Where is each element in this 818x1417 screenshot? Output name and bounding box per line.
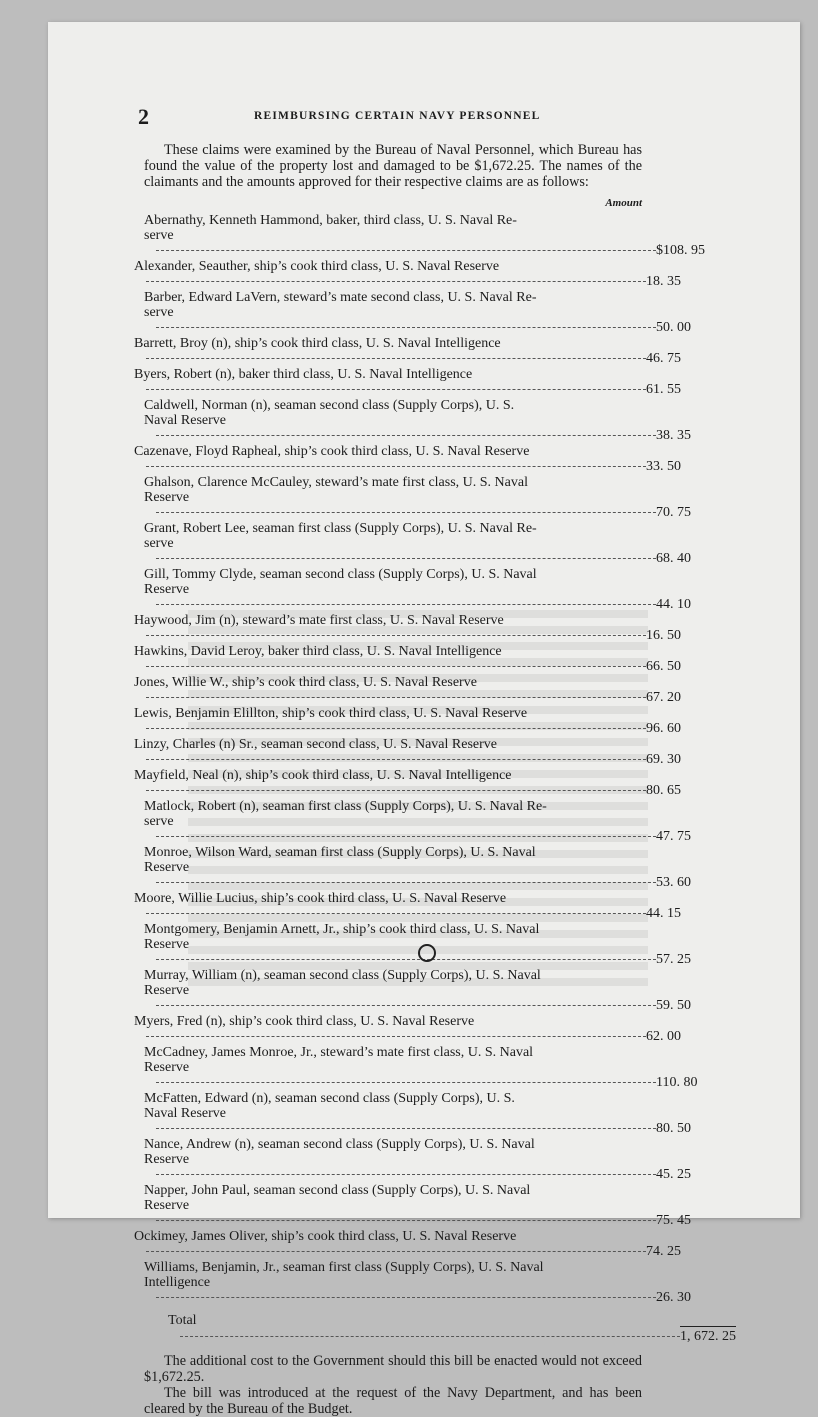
claim-entry <box>144 1182 691 1228</box>
claim-entry <box>134 366 681 397</box>
claimant-description: Haywood, Jim (n), steward’s mate first class, U. S. Naval Reserve <box>144 613 646 643</box>
claimant-description: Abernathy, Kenneth Hammond, baker, third class, U. S. Naval Re- serve <box>144 213 656 258</box>
claimant-description: Byers, Robert (n), baker third class, U. S. Naval Intelligence <box>144 367 646 397</box>
claim-amount: 61. 55 <box>646 381 681 397</box>
claim-entry <box>134 736 681 767</box>
claim-entry <box>144 566 691 612</box>
claimant-description: Hawkins, David Leroy, baker third class, U. S. Naval Intelligence <box>144 644 646 674</box>
claim-amount: 44. 15 <box>646 905 681 921</box>
claim-entry <box>134 612 681 643</box>
claim-amount: 66. 50 <box>646 658 681 674</box>
page-number: 2 <box>138 104 149 129</box>
claim-entry <box>134 705 681 736</box>
claim-amount: 18. 35 <box>646 273 681 289</box>
claim-amount: 47. 75 <box>656 828 691 844</box>
total-label: Total <box>168 1312 197 1328</box>
claimant-description: Gill, Tommy Clyde, seaman second class (Supply Corps), U. S. Naval Reserve <box>144 567 656 612</box>
claim-entry <box>134 258 681 289</box>
claimant-description: Napper, John Paul, seaman second class (Supply Corps), U. S. Naval Reserve <box>144 1183 656 1228</box>
claimant-description: Montgomery, Benjamin Arnett, Jr., ship’s cook third class, U. S. Naval Reserve <box>144 922 656 967</box>
claimant-description: Barrett, Broy (n), ship’s cook third class, U. S. Naval Intelligence <box>144 336 646 366</box>
claim-amount: 80. 65 <box>646 782 681 798</box>
claimant-description: Monroe, Wilson Ward, seaman first class (Supply Corps), U. S. Naval Reserve <box>144 845 656 890</box>
claimant-description: McCadney, James Monroe, Jr., steward’s mate first class, U. S. Naval Reserve <box>144 1045 656 1090</box>
claim-entry <box>144 474 691 520</box>
claim-entry <box>134 767 681 798</box>
claims-list <box>134 212 705 1305</box>
claimant-description: Barber, Edward LaVern, steward’s mate second class, U. S. Naval Re- serve <box>144 290 656 335</box>
claim-entry <box>144 212 705 258</box>
page-header <box>138 104 642 130</box>
claimant-description: Matlock, Robert (n), seaman first class (Supply Corps), U. S. Naval Re- serve <box>144 799 656 844</box>
claim-amount: 67. 20 <box>646 689 681 705</box>
claim-amount: 33. 50 <box>646 458 681 474</box>
intro-paragraph: These claims were examined by the Bureau of Naval Personnel, which Bureau has found the value of the property lost and damaged to be $1,672.25. The names of the claimants and the amounts approved for their respective claims are as follows: <box>144 142 642 191</box>
claim-entry <box>144 397 691 443</box>
claim-entry <box>134 890 681 921</box>
claim-entry <box>134 1228 681 1259</box>
claim-entry <box>144 1044 698 1090</box>
claim-entry <box>144 921 691 967</box>
claim-amount: 53. 60 <box>656 874 691 890</box>
claim-entry <box>134 674 681 705</box>
running-title: REIMBURSING CERTAIN NAVY PERSONNEL <box>254 110 541 122</box>
claim-entry <box>134 643 681 674</box>
claimant-description: Ghalson, Clarence McCauley, steward’s mate first class, U. S. Naval Reserve <box>144 475 656 520</box>
claimant-description: Myers, Fred (n), ship’s cook third class, U. S. Naval Reserve <box>144 1014 646 1044</box>
claimant-description: Nance, Andrew (n), seaman second class (Supply Corps), U. S. Naval Reserve <box>144 1137 656 1182</box>
claim-amount: 38. 35 <box>656 427 691 443</box>
total-row <box>144 1312 736 1345</box>
closing-paragraphs <box>144 1353 642 1417</box>
claim-entry <box>134 1013 681 1044</box>
cost-paragraph: The additional cost to the Government should this bill be enacted would not exceed $1,672.25. <box>144 1352 642 1385</box>
claim-amount: 68. 40 <box>656 550 691 566</box>
claimant-description: Caldwell, Norman (n), seaman second class (Supply Corps), U. S. Naval Reserve <box>144 398 656 443</box>
circle-mark-icon <box>418 944 436 962</box>
claim-amount: 26. 30 <box>656 1289 691 1305</box>
page-content <box>134 104 736 1417</box>
claim-amount: $108. 95 <box>656 242 705 258</box>
claim-amount: 59. 50 <box>656 997 691 1013</box>
claimant-description: Ockimey, James Oliver, ship’s cook third class, U. S. Naval Reserve <box>144 1229 646 1259</box>
claim-amount: 96. 60 <box>646 720 681 736</box>
claim-amount: 80. 50 <box>656 1120 691 1136</box>
claimant-description: Grant, Robert Lee, seaman first class (Supply Corps), U. S. Naval Re- serve <box>144 521 656 566</box>
claimant-description: Alexander, Seauther, ship’s cook third class, U. S. Naval Reserve <box>144 259 646 289</box>
claimant-description: Cazenave, Floyd Rapheal, ship’s cook third class, U. S. Naval Reserve <box>144 444 646 474</box>
claim-entry <box>144 1136 691 1182</box>
claimant-description: Jones, Willie W., ship’s cook third class, U. S. Naval Reserve <box>144 675 646 705</box>
claimant-description: McFatten, Edward (n), seaman second class (Supply Corps), U. S. Naval Reserve <box>144 1091 656 1136</box>
claim-amount: 74. 25 <box>646 1243 681 1259</box>
total-amount: 1, 672. 25 <box>680 1326 736 1345</box>
claim-amount: 62. 00 <box>646 1028 681 1044</box>
claim-entry <box>144 844 691 890</box>
claim-amount: 69. 30 <box>646 751 681 767</box>
claim-amount: 50. 00 <box>656 319 691 335</box>
amount-column-header: Amount <box>605 196 642 209</box>
claim-amount: 45. 25 <box>656 1166 691 1182</box>
claim-entry <box>144 1259 691 1305</box>
claim-entry <box>144 1090 691 1136</box>
claim-amount: 46. 75 <box>646 350 681 366</box>
claim-amount: 70. 75 <box>656 504 691 520</box>
claimant-description: Linzy, Charles (n) Sr., seaman second class, U. S. Naval Reserve <box>144 737 646 767</box>
claim-amount: 44. 10 <box>656 596 691 612</box>
claim-entry <box>134 443 681 474</box>
document-page <box>48 22 800 1417</box>
claim-entry <box>144 798 691 844</box>
claimant-description: Williams, Benjamin, Jr., seaman first class (Supply Corps), U. S. Naval Intelligence <box>144 1260 656 1305</box>
claim-amount: 57. 25 <box>656 951 691 967</box>
claim-amount: 75. 45 <box>656 1212 691 1228</box>
claim-amount: 16. 50 <box>646 627 681 643</box>
claim-entry <box>144 289 691 335</box>
claim-entry <box>134 335 681 366</box>
introduction-paragraph: The bill was introduced at the request of the Navy Department, and has been cleared by the Bureau of the Budget. <box>144 1385 642 1417</box>
claim-amount: 110. 80 <box>656 1074 698 1090</box>
claimant-description: Moore, Willie Lucius, ship’s cook third class, U. S. Naval Reserve <box>144 891 646 921</box>
claim-entry <box>144 520 691 566</box>
claimant-description: Murray, William (n), seaman second class (Supply Corps), U. S. Naval Reserve <box>144 968 656 1013</box>
claimant-description: Mayfield, Neal (n), ship’s cook third class, U. S. Naval Intelligence <box>144 768 646 798</box>
claim-entry <box>144 967 691 1013</box>
claimant-description: Lewis, Benjamin Elillton, ship’s cook third class, U. S. Naval Reserve <box>144 706 646 736</box>
